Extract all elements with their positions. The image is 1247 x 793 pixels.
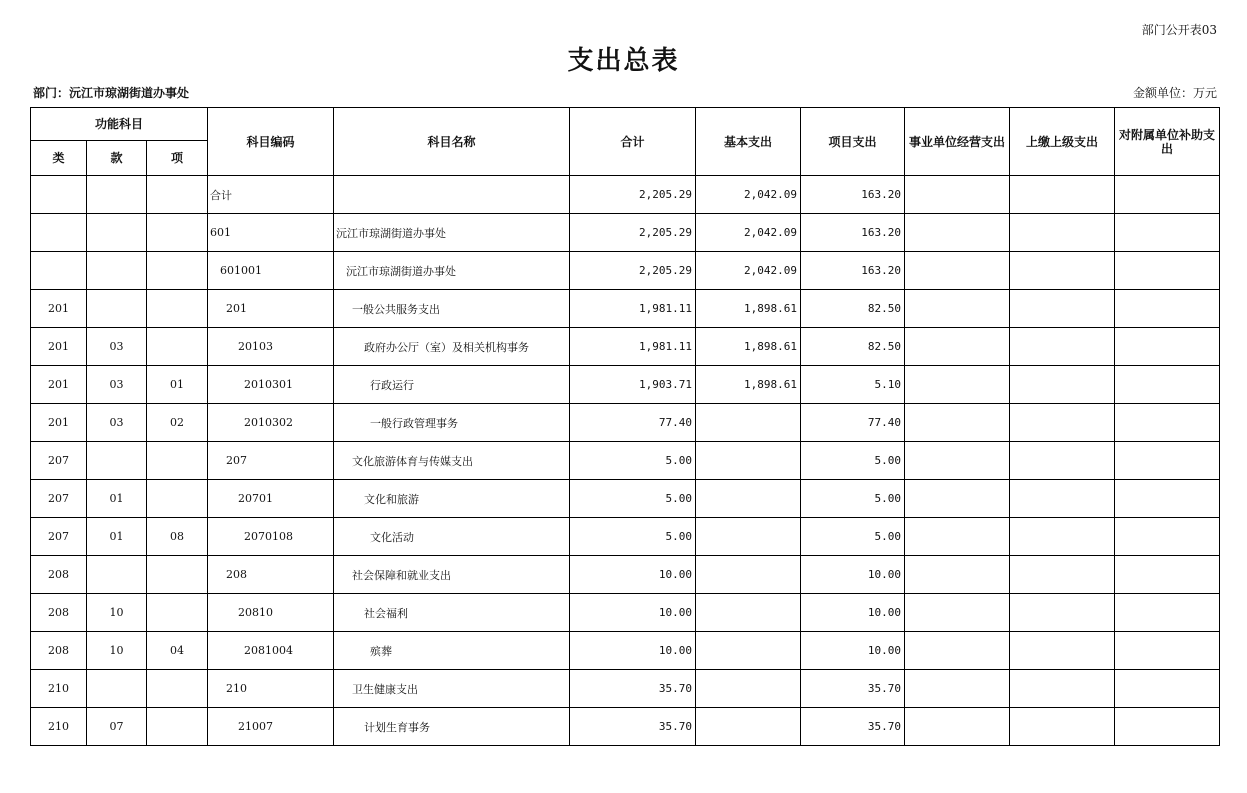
table-row <box>31 252 1220 290</box>
cell-code: 601 <box>208 214 334 252</box>
cell-xiang: 04 <box>147 632 208 670</box>
cell-xiang <box>147 290 208 328</box>
cell-basic <box>696 670 801 708</box>
cell-upper <box>1010 708 1115 746</box>
cell-name: 沅江市琼湖街道办事处 <box>334 252 570 290</box>
cell-kuan: 03 <box>87 328 147 366</box>
cell-business <box>905 214 1010 252</box>
cell-total: 5.00 <box>570 480 696 518</box>
cell-subsidy <box>1115 366 1220 404</box>
cell-xiang <box>147 252 208 290</box>
cell-total: 10.00 <box>570 632 696 670</box>
cell-subsidy <box>1115 290 1220 328</box>
cell-name: 计划生育事务 <box>334 708 570 746</box>
cell-subsidy <box>1115 328 1220 366</box>
cell-basic: 1,898.61 <box>696 328 801 366</box>
cell-kuan: 10 <box>87 594 147 632</box>
cell-lei: 208 <box>31 632 87 670</box>
table-row <box>31 556 1220 594</box>
header-function-subject: 功能科目 <box>31 108 208 141</box>
cell-xiang <box>147 328 208 366</box>
cell-project: 5.10 <box>801 366 905 404</box>
cell-subsidy <box>1115 176 1220 214</box>
cell-code: 601001 <box>208 252 334 290</box>
cell-project: 10.00 <box>801 594 905 632</box>
cell-total: 2,205.29 <box>570 214 696 252</box>
cell-total: 10.00 <box>570 556 696 594</box>
cell-name: 文化和旅游 <box>334 480 570 518</box>
cell-basic <box>696 632 801 670</box>
cell-kuan <box>87 670 147 708</box>
cell-total: 10.00 <box>570 594 696 632</box>
cell-name: 政府办公厅（室）及相关机构事务 <box>334 328 570 366</box>
cell-business <box>905 252 1010 290</box>
cell-project: 82.50 <box>801 290 905 328</box>
cell-kuan <box>87 252 147 290</box>
cell-total: 35.70 <box>570 670 696 708</box>
cell-total: 1,981.11 <box>570 328 696 366</box>
cell-lei: 201 <box>31 404 87 442</box>
cell-basic <box>696 556 801 594</box>
header-total: 合计 <box>570 108 696 176</box>
cell-subsidy <box>1115 594 1220 632</box>
cell-upper <box>1010 442 1115 480</box>
table-row <box>31 404 1220 442</box>
table-row <box>31 518 1220 556</box>
cell-upper <box>1010 366 1115 404</box>
header-project-expenditure: 项目支出 <box>801 108 905 176</box>
cell-code: 2010301 <box>208 366 334 404</box>
cell-kuan <box>87 176 147 214</box>
table-row <box>31 480 1220 518</box>
cell-subsidy <box>1115 518 1220 556</box>
cell-code: 208 <box>208 556 334 594</box>
table-row <box>31 670 1220 708</box>
cell-xiang <box>147 556 208 594</box>
table-row <box>31 290 1220 328</box>
table-row <box>31 366 1220 404</box>
cell-project: 5.00 <box>801 480 905 518</box>
table-row <box>31 214 1220 252</box>
cell-upper <box>1010 290 1115 328</box>
table-row <box>31 594 1220 632</box>
cell-project: 82.50 <box>801 328 905 366</box>
cell-business <box>905 404 1010 442</box>
cell-lei: 210 <box>31 670 87 708</box>
cell-business <box>905 556 1010 594</box>
cell-upper <box>1010 594 1115 632</box>
cell-name: 行政运行 <box>334 366 570 404</box>
header-kuan: 款 <box>87 141 147 176</box>
cell-basic <box>696 404 801 442</box>
cell-code: 2070108 <box>208 518 334 556</box>
cell-name: 社会保障和就业支出 <box>334 556 570 594</box>
cell-xiang <box>147 594 208 632</box>
cell-subsidy <box>1115 442 1220 480</box>
table-row <box>31 632 1220 670</box>
amount-unit-label: 金额单位：万元 <box>1132 86 1217 100</box>
cell-kuan <box>87 214 147 252</box>
cell-code: 201 <box>208 290 334 328</box>
cell-upper <box>1010 404 1115 442</box>
cell-code: 合计 <box>208 176 334 214</box>
cell-basic: 1,898.61 <box>696 366 801 404</box>
cell-code: 20701 <box>208 480 334 518</box>
cell-project: 163.20 <box>801 176 905 214</box>
cell-business <box>905 594 1010 632</box>
cell-kuan: 03 <box>87 366 147 404</box>
cell-total: 35.70 <box>570 708 696 746</box>
cell-lei: 201 <box>31 328 87 366</box>
cell-name <box>334 176 570 214</box>
cell-project: 5.00 <box>801 518 905 556</box>
cell-name: 一般公共服务支出 <box>334 290 570 328</box>
form-number: 部门公开表03 <box>1141 23 1217 37</box>
cell-lei: 207 <box>31 518 87 556</box>
table-row <box>31 328 1220 366</box>
cell-upper <box>1010 214 1115 252</box>
cell-total: 2,205.29 <box>570 252 696 290</box>
cell-business <box>905 176 1010 214</box>
header-upper-expenditure: 上缴上级支出 <box>1010 108 1115 176</box>
header-xiang: 项 <box>147 141 208 176</box>
cell-business <box>905 328 1010 366</box>
cell-subsidy <box>1115 632 1220 670</box>
cell-upper <box>1010 480 1115 518</box>
cell-total: 2,205.29 <box>570 176 696 214</box>
cell-project: 10.00 <box>801 632 905 670</box>
header-subsidy-expenditure: 对附属单位补助支出 <box>1115 108 1220 176</box>
cell-basic: 2,042.09 <box>696 252 801 290</box>
cell-xiang: 08 <box>147 518 208 556</box>
cell-total: 5.00 <box>570 442 696 480</box>
cell-code: 20810 <box>208 594 334 632</box>
cell-code: 20103 <box>208 328 334 366</box>
department-label: 部门：沅江市琼湖街道办事处 <box>33 86 190 100</box>
expenditure-table <box>30 107 1220 746</box>
cell-xiang <box>147 480 208 518</box>
cell-name: 沅江市琼湖街道办事处 <box>334 214 570 252</box>
cell-xiang: 01 <box>147 366 208 404</box>
cell-upper <box>1010 252 1115 290</box>
cell-business <box>905 480 1010 518</box>
cell-code: 210 <box>208 670 334 708</box>
cell-name: 卫生健康支出 <box>334 670 570 708</box>
cell-subsidy <box>1115 252 1220 290</box>
cell-name: 文化旅游体育与传媒支出 <box>334 442 570 480</box>
cell-lei: 208 <box>31 594 87 632</box>
cell-kuan: 01 <box>87 480 147 518</box>
cell-kuan <box>87 290 147 328</box>
cell-lei: 210 <box>31 708 87 746</box>
cell-basic <box>696 518 801 556</box>
cell-basic <box>696 594 801 632</box>
cell-lei: 207 <box>31 480 87 518</box>
table-row <box>31 442 1220 480</box>
cell-code: 2010302 <box>208 404 334 442</box>
cell-subsidy <box>1115 556 1220 594</box>
cell-basic <box>696 442 801 480</box>
cell-total: 1,903.71 <box>570 366 696 404</box>
cell-code: 2081004 <box>208 632 334 670</box>
cell-business <box>905 670 1010 708</box>
header-subject-name: 科目名称 <box>334 108 570 176</box>
table-body <box>31 176 1220 746</box>
cell-business <box>905 708 1010 746</box>
cell-project: 10.00 <box>801 556 905 594</box>
cell-business <box>905 632 1010 670</box>
cell-xiang <box>147 442 208 480</box>
cell-xiang: 02 <box>147 404 208 442</box>
table-row <box>31 176 1220 214</box>
cell-subsidy <box>1115 670 1220 708</box>
cell-subsidy <box>1115 404 1220 442</box>
cell-lei: 201 <box>31 366 87 404</box>
cell-subsidy <box>1115 480 1220 518</box>
cell-subsidy <box>1115 214 1220 252</box>
cell-kuan: 07 <box>87 708 147 746</box>
cell-lei: 207 <box>31 442 87 480</box>
header-business-expenditure: 事业单位经营支出 <box>905 108 1010 176</box>
cell-basic <box>696 480 801 518</box>
cell-basic: 1,898.61 <box>696 290 801 328</box>
cell-basic: 2,042.09 <box>696 176 801 214</box>
header-subject-code: 科目编码 <box>208 108 334 176</box>
table-row <box>31 708 1220 746</box>
header-lei: 类 <box>31 141 87 176</box>
cell-kuan <box>87 556 147 594</box>
cell-kuan: 03 <box>87 404 147 442</box>
cell-kuan: 01 <box>87 518 147 556</box>
cell-upper <box>1010 632 1115 670</box>
cell-lei: 201 <box>31 290 87 328</box>
cell-business <box>905 442 1010 480</box>
cell-basic: 2,042.09 <box>696 214 801 252</box>
cell-xiang <box>147 214 208 252</box>
cell-upper <box>1010 328 1115 366</box>
cell-name: 一般行政管理事务 <box>334 404 570 442</box>
cell-project: 35.70 <box>801 670 905 708</box>
cell-business <box>905 518 1010 556</box>
cell-lei <box>31 252 87 290</box>
cell-project: 163.20 <box>801 214 905 252</box>
cell-kuan <box>87 442 147 480</box>
cell-basic <box>696 708 801 746</box>
cell-name: 殡葬 <box>334 632 570 670</box>
cell-project: 35.70 <box>801 708 905 746</box>
cell-lei: 208 <box>31 556 87 594</box>
cell-name: 文化活动 <box>334 518 570 556</box>
header-basic-expenditure: 基本支出 <box>696 108 801 176</box>
cell-total: 1,981.11 <box>570 290 696 328</box>
cell-upper <box>1010 670 1115 708</box>
cell-upper <box>1010 518 1115 556</box>
cell-lei <box>31 176 87 214</box>
cell-project: 77.40 <box>801 404 905 442</box>
cell-total: 5.00 <box>570 518 696 556</box>
cell-lei <box>31 214 87 252</box>
cell-subsidy <box>1115 708 1220 746</box>
cell-total: 77.40 <box>570 404 696 442</box>
page-title: 支出总表 <box>567 46 680 76</box>
cell-upper <box>1010 556 1115 594</box>
cell-name: 社会福利 <box>334 594 570 632</box>
cell-code: 207 <box>208 442 334 480</box>
cell-upper <box>1010 176 1115 214</box>
cell-business <box>905 290 1010 328</box>
cell-code: 21007 <box>208 708 334 746</box>
cell-kuan: 10 <box>87 632 147 670</box>
cell-business <box>905 366 1010 404</box>
cell-xiang <box>147 708 208 746</box>
cell-project: 163.20 <box>801 252 905 290</box>
cell-project: 5.00 <box>801 442 905 480</box>
cell-xiang <box>147 176 208 214</box>
cell-xiang <box>147 670 208 708</box>
